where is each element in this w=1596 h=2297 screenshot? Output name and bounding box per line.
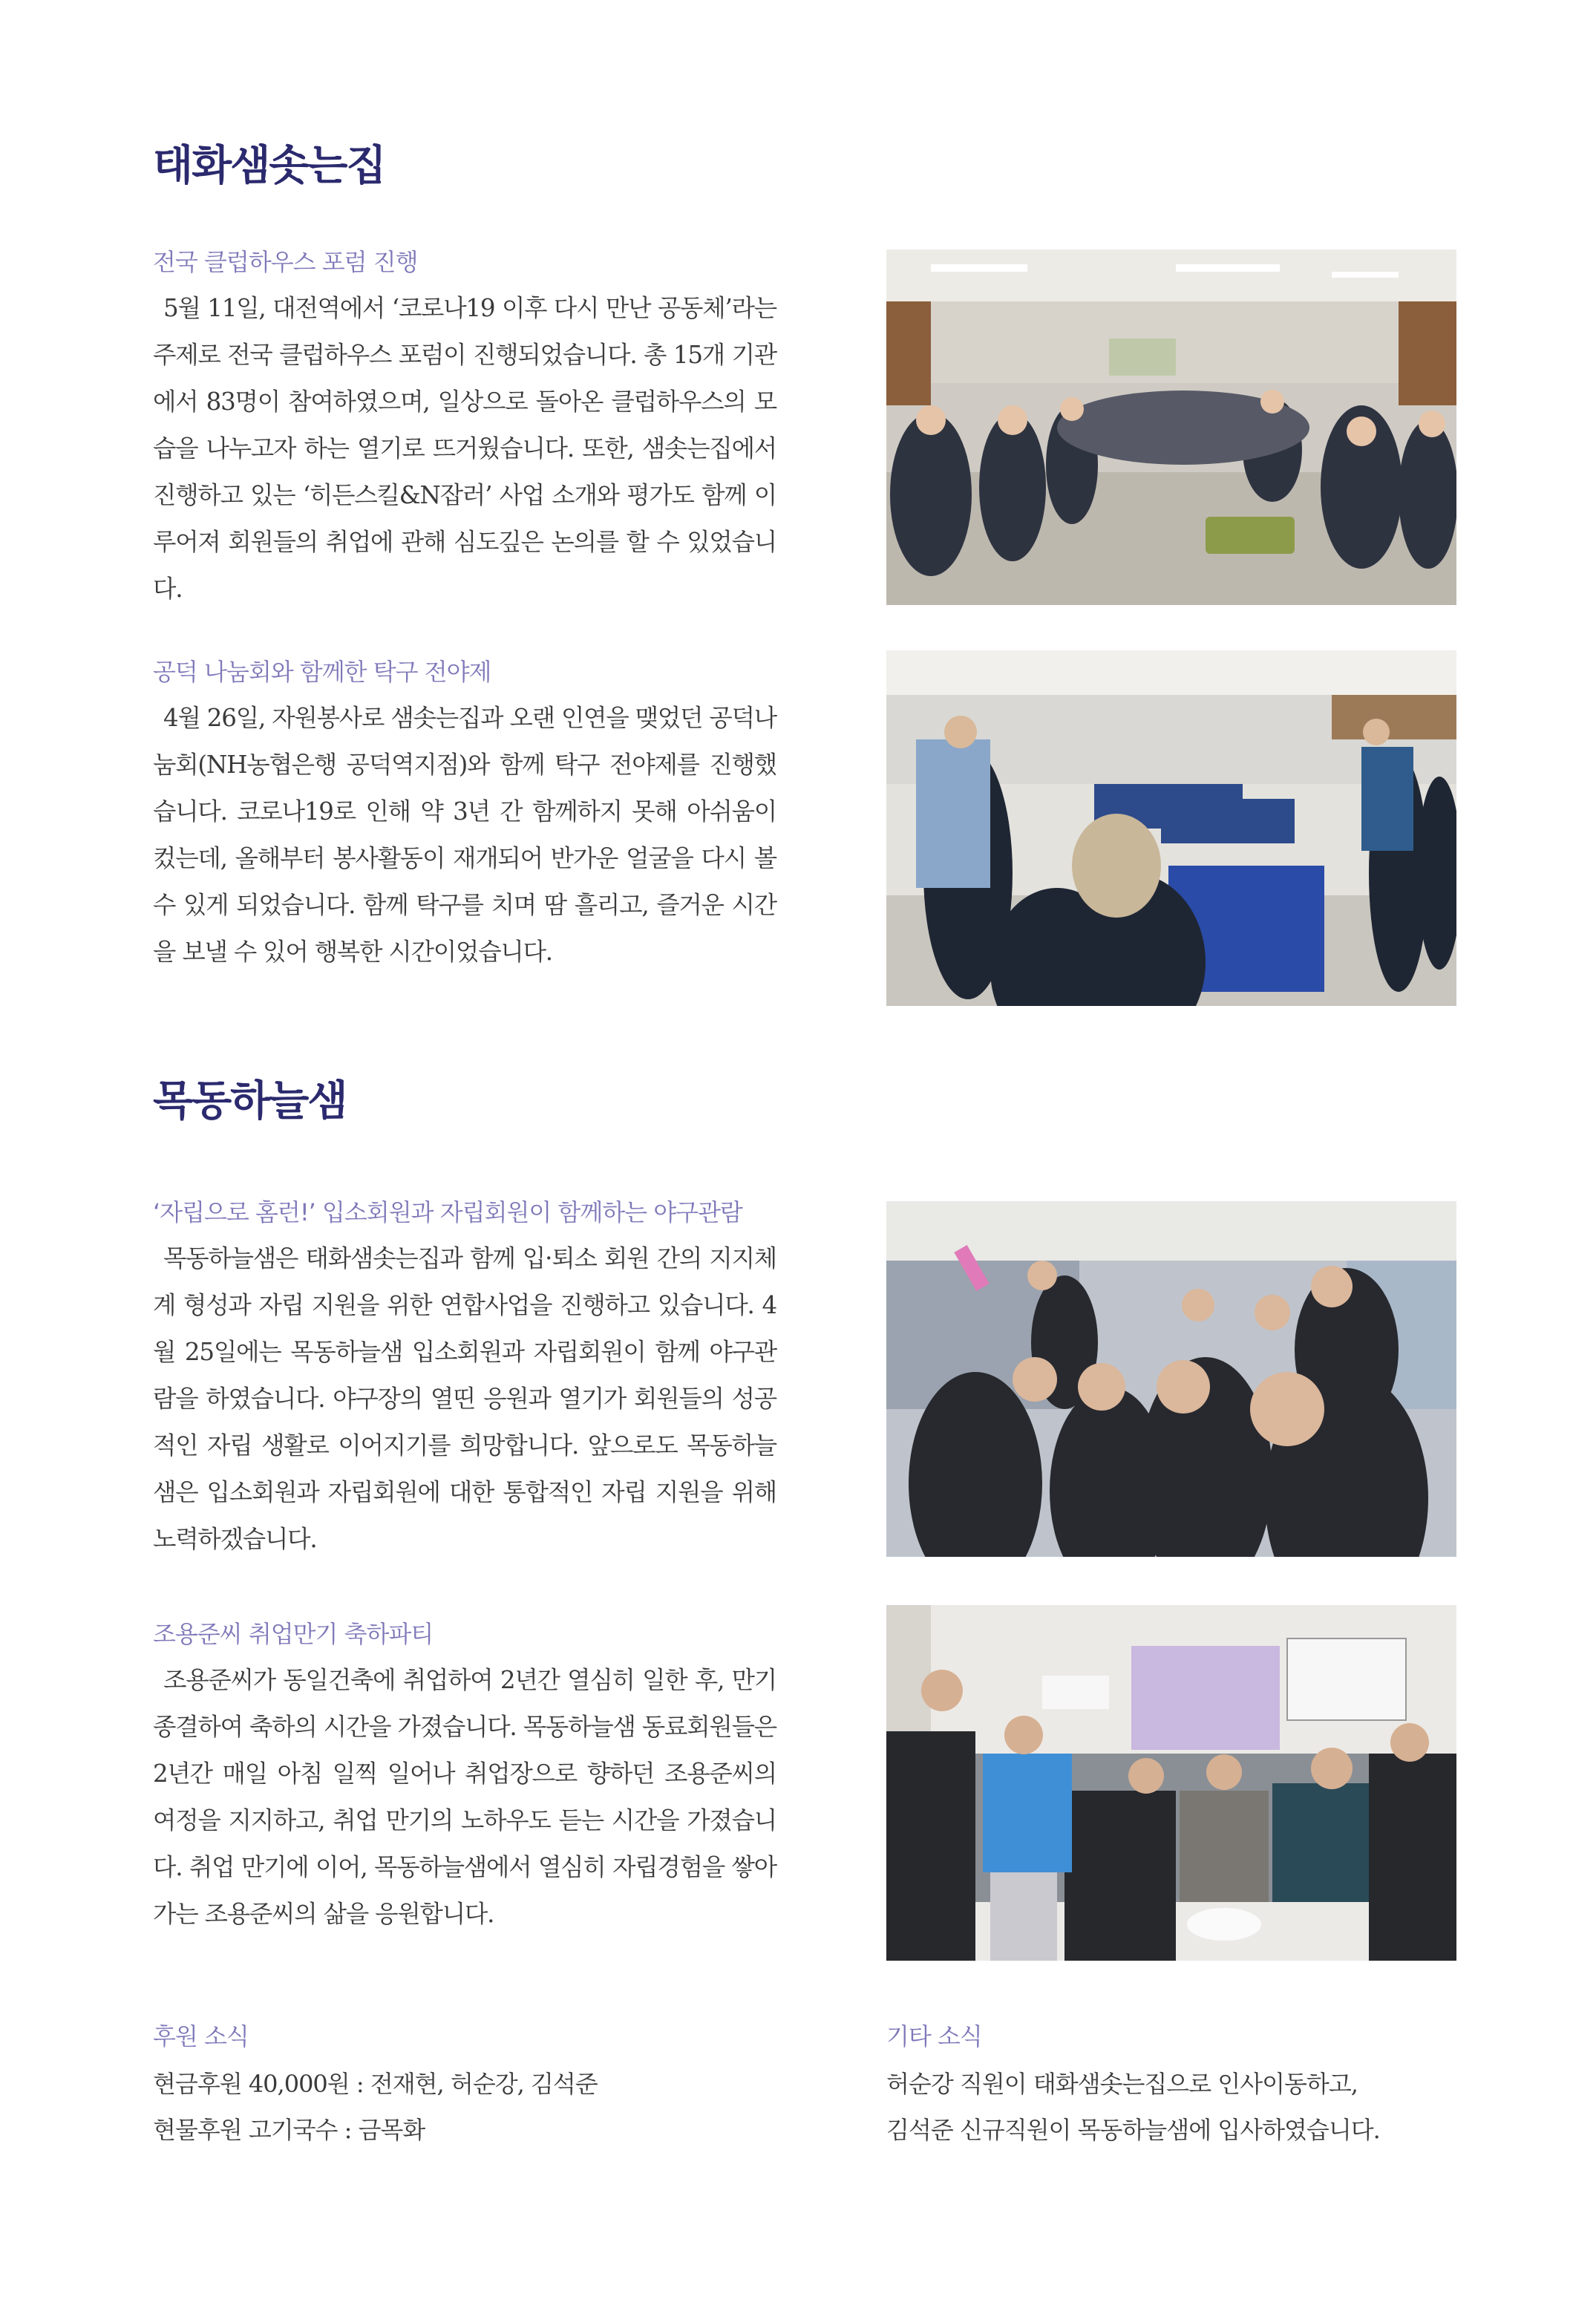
photo-baseball — [886, 1201, 1456, 1557]
photo-party — [886, 1605, 1456, 1961]
article-forum — [153, 239, 776, 612]
other-news-line: 김석준 신규직원이 목동하늘샘에 입사하였습니다. — [886, 2116, 1380, 2144]
article-body: 5월 11일, 대전역에서 ‘코로나19 이후 다시 만난 공동체’라는 주제로 전국 클럽하우스 포럼이 진행되었습니다. 총 15개 기관에서 83명이 참여하였으며, 일상으로 돌아온 클럽하우스의 모습을 나누고자 하는 열기로 뜨거웠습니다. 또한, 샘솟는집에서 진행하고 있는 ‘히든스킬&N잡러’ 사업 소개와 평가도 함께 이루어져 회원들의 취업에 관해 심도깊은 논의를 할 수 있었습니다. — [153, 294, 776, 603]
article-subtitle: 전국 클럽하우스 포럼 진행 — [153, 248, 418, 276]
other-news — [886, 2012, 1380, 2153]
other-news-line: 허순강 직원이 태화샘솟는집으로 인사이동하고, — [886, 2070, 1358, 2098]
article-pingpong — [153, 649, 776, 976]
section-title-mokdong: 목동하늘샘 — [153, 1077, 347, 1125]
photo-forum — [886, 249, 1456, 605]
article-body: 목동하늘샘은 태화샘솟는집과 함께 입·퇴소 회원 간의 지지체계 형성과 자립 지원을 위한 연합사업을 진행하고 있습니다. 4월 25일에는 목동하늘샘 입소회원과 자립회원이 함께 야구관람을 하였습니다. 야구장의 열띤 응원과 열기가 회원들의 성공적인 자립 생활로 이어지기를 희망합니다. 앞으로도 목동하늘샘은 입소회원과 자립회원에 대한 통합적인 자립 지원을 위해 노력하겠습니다. — [153, 1244, 776, 1553]
donation-title: 후원 소식 — [153, 2022, 249, 2051]
section-title-taehwa: 태화샘솟는집 — [153, 142, 385, 190]
article-subtitle: 조용준씨 취업만기 축하파티 — [153, 1620, 434, 1648]
photo-pingpong — [886, 650, 1456, 1006]
other-news-title: 기타 소식 — [886, 2022, 982, 2051]
article-body: 조용준씨가 동일건축에 취업하여 2년간 열심히 일한 후, 만기종결하여 축하의 시간을 가졌습니다. 목동하늘샘 동료회원들은 2년간 매일 아침 일찍 일어나 취업장으로 향하던 조용준씨의 여정을 지지하고, 취업 만기의 노하우도 듣는 시간을 가졌습니다. 취업 만기에 이어, 목동하늘샘에서 열심히 자립경험을 쌓아가는 조용준씨의 삶을 응원합니다. — [153, 1666, 776, 1928]
donation-line: 현금후원 40,000원 : 전재현, 허순강, 김석준 — [153, 2070, 598, 2098]
article-baseball — [153, 1189, 776, 1563]
article-body: 4월 26일, 자원봉사로 샘솟는집과 오랜 인연을 맺었던 공덕나눔회(NH농협은행 공덕역지점)와 함께 탁구 전야제를 진행했습니다. 코로나19로 인해 약 3년 간 함께하지 못해 아쉬움이 컸는데, 올해부터 봉사활동이 재개되어 반가운 얼굴을 다시 볼 수 있게 되었습니다. 함께 탁구를 치며 땀 흘리고, 즐거운 시간을 보낼 수 있어 행복한 시간이었습니다. — [153, 704, 776, 966]
article-subtitle: 공덕 나눔회와 함께한 탁구 전야제 — [153, 658, 491, 686]
article-party — [153, 1611, 776, 1938]
article-subtitle: ‘자립으로 홈런!’ 입소회원과 자립회원이 함께하는 야구관람 — [153, 1198, 742, 1226]
donation-line: 현물후원 고기국수 : 금목화 — [153, 2116, 425, 2144]
donation-news — [153, 2012, 598, 2153]
